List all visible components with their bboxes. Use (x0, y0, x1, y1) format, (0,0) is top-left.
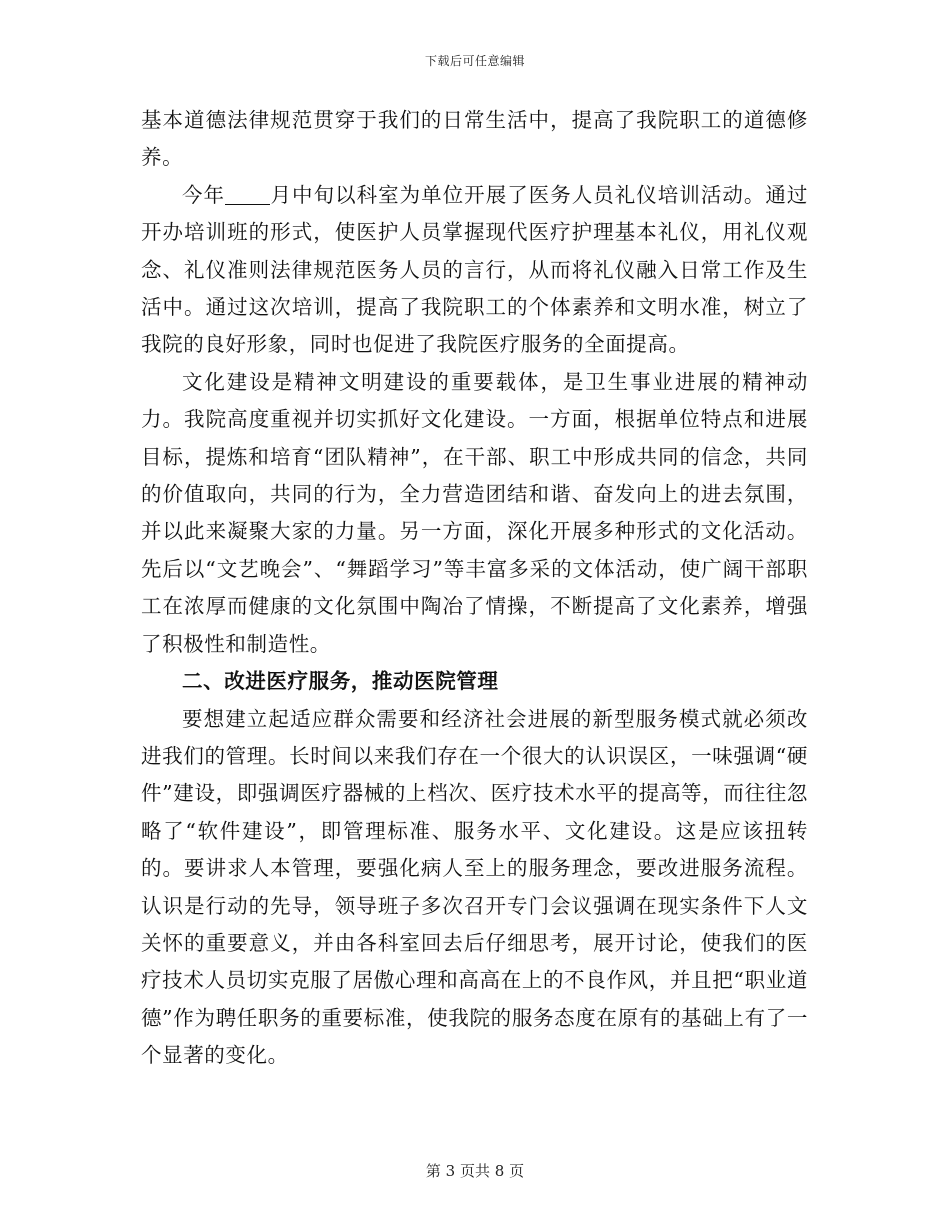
paragraph-2-rest: 月中旬以科室为单位开展了医务人员礼仪培训活动。通过开办培训班的形式，使医护人员掌握现代医疗护理基本礼仪，用礼仪观念、礼仪准则法律规范医务人员的言行，从而将礼仪融入日常工作及生活中。通过这次培训，提高了我院职工的个体素养和文明水准，树立了我院的良好形象，同时也促进了我院医疗服务的全面提高。 (141, 182, 808, 357)
document-body (141, 102, 808, 1075)
paragraph-2-start: 今年 (182, 182, 226, 207)
section-heading: 二、改进医疗服务，推动医院管理 (182, 669, 499, 694)
paragraph-2 (141, 177, 808, 364)
paragraph-1: 基本道德法律规范贯穿于我们的日常生活中，提高了我院职工的道德修养。 (141, 108, 808, 170)
paragraph-4: 要想建立起适应群众需要和经济社会进展的新型服务模式就必须改进我们的管理。长时间以来我们存在一个很大的认识误区，一味强调“硬件”建设，即强调医疗器械的上档次、医疗技术水平的提高等，而往往忽略了“软件建设”，即管理标准、服务水平、文化建设。这是应该扭转的。要讲求人本管理，要强化病人至上的服务理念，要改进服务流程。认识是行动的先导，领导班子多次召开专门会议强调在现实条件下人文关怀的重要意义，并由各科室回去后仔细思考，展开讨论，使我们的医疗技术人员切实克服了居傲心理和高高在上的不良作风，并且把“职业道德”作为聘任职务的重要标准，使我院的服务态度在原有的基础上有了一个显著的变化。 (141, 706, 808, 1068)
fill-in-blank (225, 183, 270, 205)
page-header: 下载后可任意编辑 (424, 54, 525, 68)
page-number: 第 3 页共 8 页 (425, 1162, 525, 1180)
paragraph-3: 文化建设是精神文明建设的重要载体，是卫生事业进展的精神动力。我院高度重视并切实抓好文化建设。一方面，根据单位特点和进展目标，提炼和培育“团队精神”，在干部、职工中形成共同的信念，共同的价值取向，共同的行为，全力营造团结和谐、奋发向上的进去氛围，并以此来凝聚大家的力量。另一方面，深化开展多种形式的文化活动。先后以“文艺晚会”、“舞蹈学习”等丰富多采的文体活动，使广阔干部职工在浓厚而健康的文化氛围中陶冶了情操，不断提高了文化素养，增强了积极性和制造性。 (141, 369, 808, 656)
